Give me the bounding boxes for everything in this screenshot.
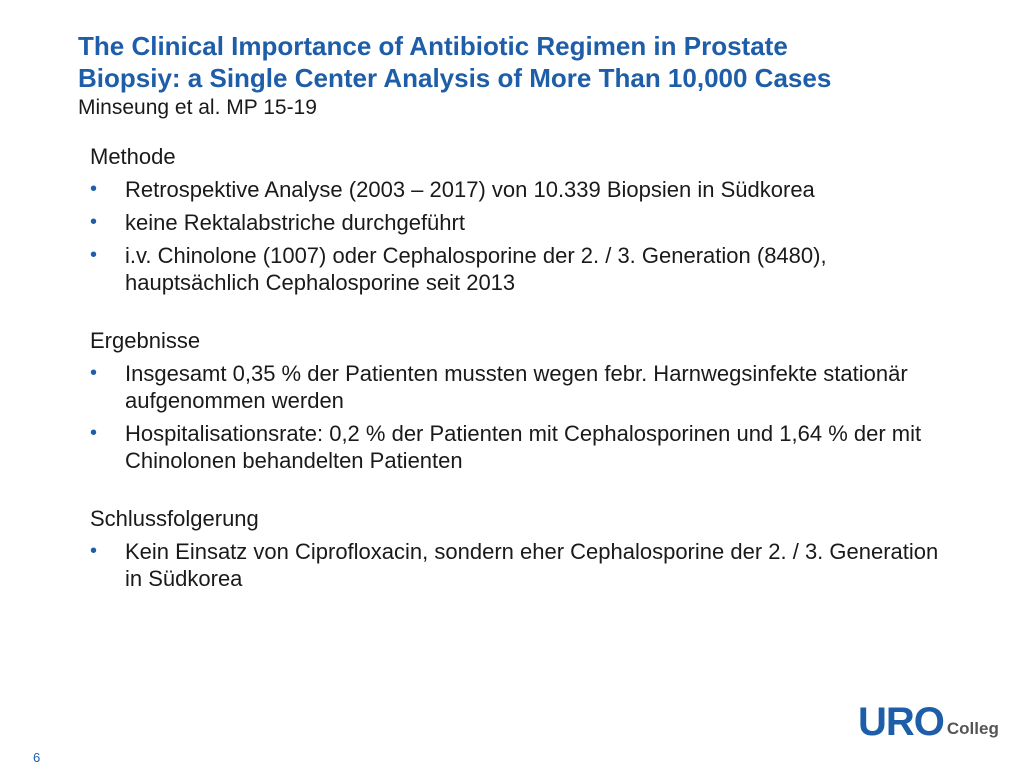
bullet-text: Hospitalisationsrate: 0,2 % der Patienten mit Cephalosporinen und 1,64 % der mit Chinolonen behandelten Patienten xyxy=(125,421,922,473)
slide-title xyxy=(78,30,978,94)
bullet-item xyxy=(90,242,950,296)
section-heading: Ergebnisse xyxy=(90,328,201,353)
bullet-list xyxy=(90,176,950,296)
title-line-2: Biopsiy: a Single Center Analysis of More Than 10,000 Cases xyxy=(78,63,832,93)
bullet-list xyxy=(90,538,950,592)
bullet-text: i.v. Chinolone (1007) oder Cephalosporine der 2. / 3. Generation (8480), hauptsächlich Cephalosporine seit 2013 xyxy=(125,243,827,295)
bullet-item xyxy=(90,209,950,236)
bullet-icon: • xyxy=(90,178,98,200)
bullet-icon: • xyxy=(90,244,98,266)
bullet-icon: • xyxy=(90,211,98,233)
bullet-icon: • xyxy=(90,362,98,384)
bullet-text: Kein Einsatz von Ciprofloxacin, sondern eher Cephalosporine der 2. / 3. Generation in Südkorea xyxy=(125,539,939,591)
section-methode xyxy=(90,142,950,296)
bullet-text: keine Rektalabstriche durchgeführt xyxy=(125,210,465,235)
bullet-icon: • xyxy=(90,422,98,444)
section-heading: Schlussfolgerung xyxy=(90,506,259,531)
page-number: 6 xyxy=(33,750,41,765)
bullet-item xyxy=(90,360,950,414)
bullet-text: Retrospektive Analyse (2003 – 2017) von 10.339 Biopsien in Südkorea xyxy=(125,177,815,202)
section-schlussfolgerung xyxy=(90,504,950,592)
bullet-item xyxy=(90,420,950,474)
title-line-1: The Clinical Importance of Antibiotic Regimen in Prostate xyxy=(78,31,788,61)
slide-subtitle: Minseung et al. MP 15-19 xyxy=(78,96,317,119)
bullet-text: Insgesamt 0,35 % der Patienten mussten wegen febr. Harnwegsinfekte stationär aufgenommen werden xyxy=(125,361,908,413)
bullet-icon: • xyxy=(90,540,98,562)
section-ergebnisse xyxy=(90,326,950,474)
section-heading: Methode xyxy=(90,144,176,169)
bullet-item xyxy=(90,538,950,592)
bullet-list xyxy=(90,360,950,474)
logo-uro-text: URO xyxy=(858,700,944,744)
bullet-item xyxy=(90,176,950,203)
uro-colleg-logo xyxy=(858,702,999,742)
logo-colleg-text: Colleg xyxy=(946,719,999,738)
slide-content xyxy=(90,142,950,622)
